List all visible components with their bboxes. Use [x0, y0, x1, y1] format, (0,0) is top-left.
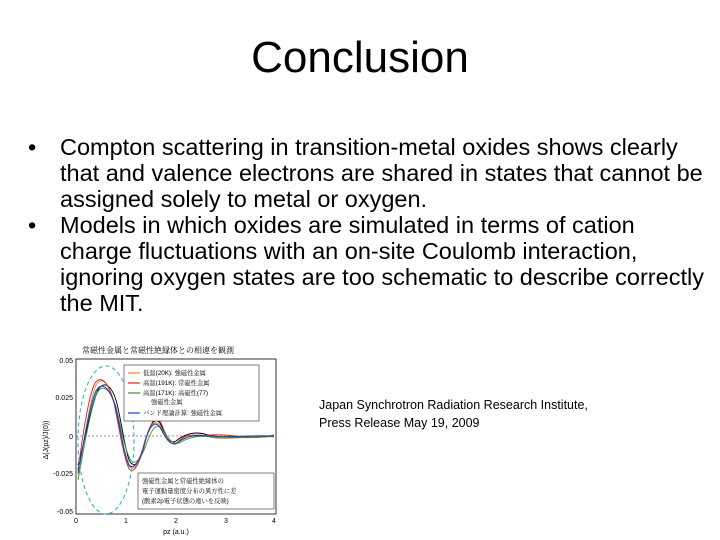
legend-entry: 高温(191K): 常磁性金属	[143, 380, 210, 387]
legend-entry: 低温(20K): 強磁性金属	[143, 370, 206, 377]
x-axis-label: pz (a.u.)	[163, 529, 189, 536]
y-tick-label: 0.05	[59, 358, 73, 365]
bullet-marker: •	[28, 134, 37, 160]
bullet-text: Compton scattering in transition-metal oxides shows clearly that and valence electrons are shared in states that cannot be assigned solely to metal or oxygen.	[60, 134, 703, 212]
x-tick-label: 3	[224, 518, 228, 525]
compton-profile-figure	[36, 345, 281, 540]
bullet-list	[28, 134, 708, 316]
legend-entry: バンド理論計算: 強磁性金属	[143, 410, 223, 417]
bullet-item	[28, 212, 708, 316]
y-tick-label: 0.025	[55, 395, 73, 402]
bullet-item	[28, 134, 708, 212]
caption-line: Japan Synchrotron Radiation Research Institute,	[319, 398, 588, 412]
y-tick-label: -0.025	[53, 471, 73, 478]
slide-title: Conclusion	[251, 33, 469, 82]
x-tick-label: 0	[74, 518, 78, 525]
legend-entry: 高温(171K): 高磁性(77)	[143, 390, 209, 397]
figure-header: 常磁性金属と常磁性絶縁体との相違を観測	[82, 346, 234, 355]
caption-line: Press Release May 19, 2009	[319, 416, 480, 430]
y-axis-label: Δ(J(pz)/J(0))	[43, 420, 50, 460]
legend-entry: 強磁性金属	[151, 399, 183, 406]
bullet-marker: •	[28, 212, 37, 238]
y-tick-label: 0	[69, 434, 73, 441]
bullet-text: Models in which oxides are simulated in terms of cation charge fluctuations with an on-site Coulomb interaction, ignoring oxygen states are too schematic to describe correctly the MIT.	[60, 212, 704, 316]
annotation-line: (酸素2p電子状態の違いを反映)	[142, 498, 229, 505]
figure-caption	[319, 396, 639, 432]
x-tick-label: 4	[272, 518, 276, 525]
x-tick-label: 2	[174, 518, 178, 525]
annotation-line: 強磁性金属と常磁性絶縁体の	[142, 478, 224, 485]
annotation-line: 電子運動量密度分布の異方性に差	[142, 488, 237, 495]
x-tick-label: 1	[124, 518, 128, 525]
y-tick-label: -0.05	[57, 509, 73, 516]
